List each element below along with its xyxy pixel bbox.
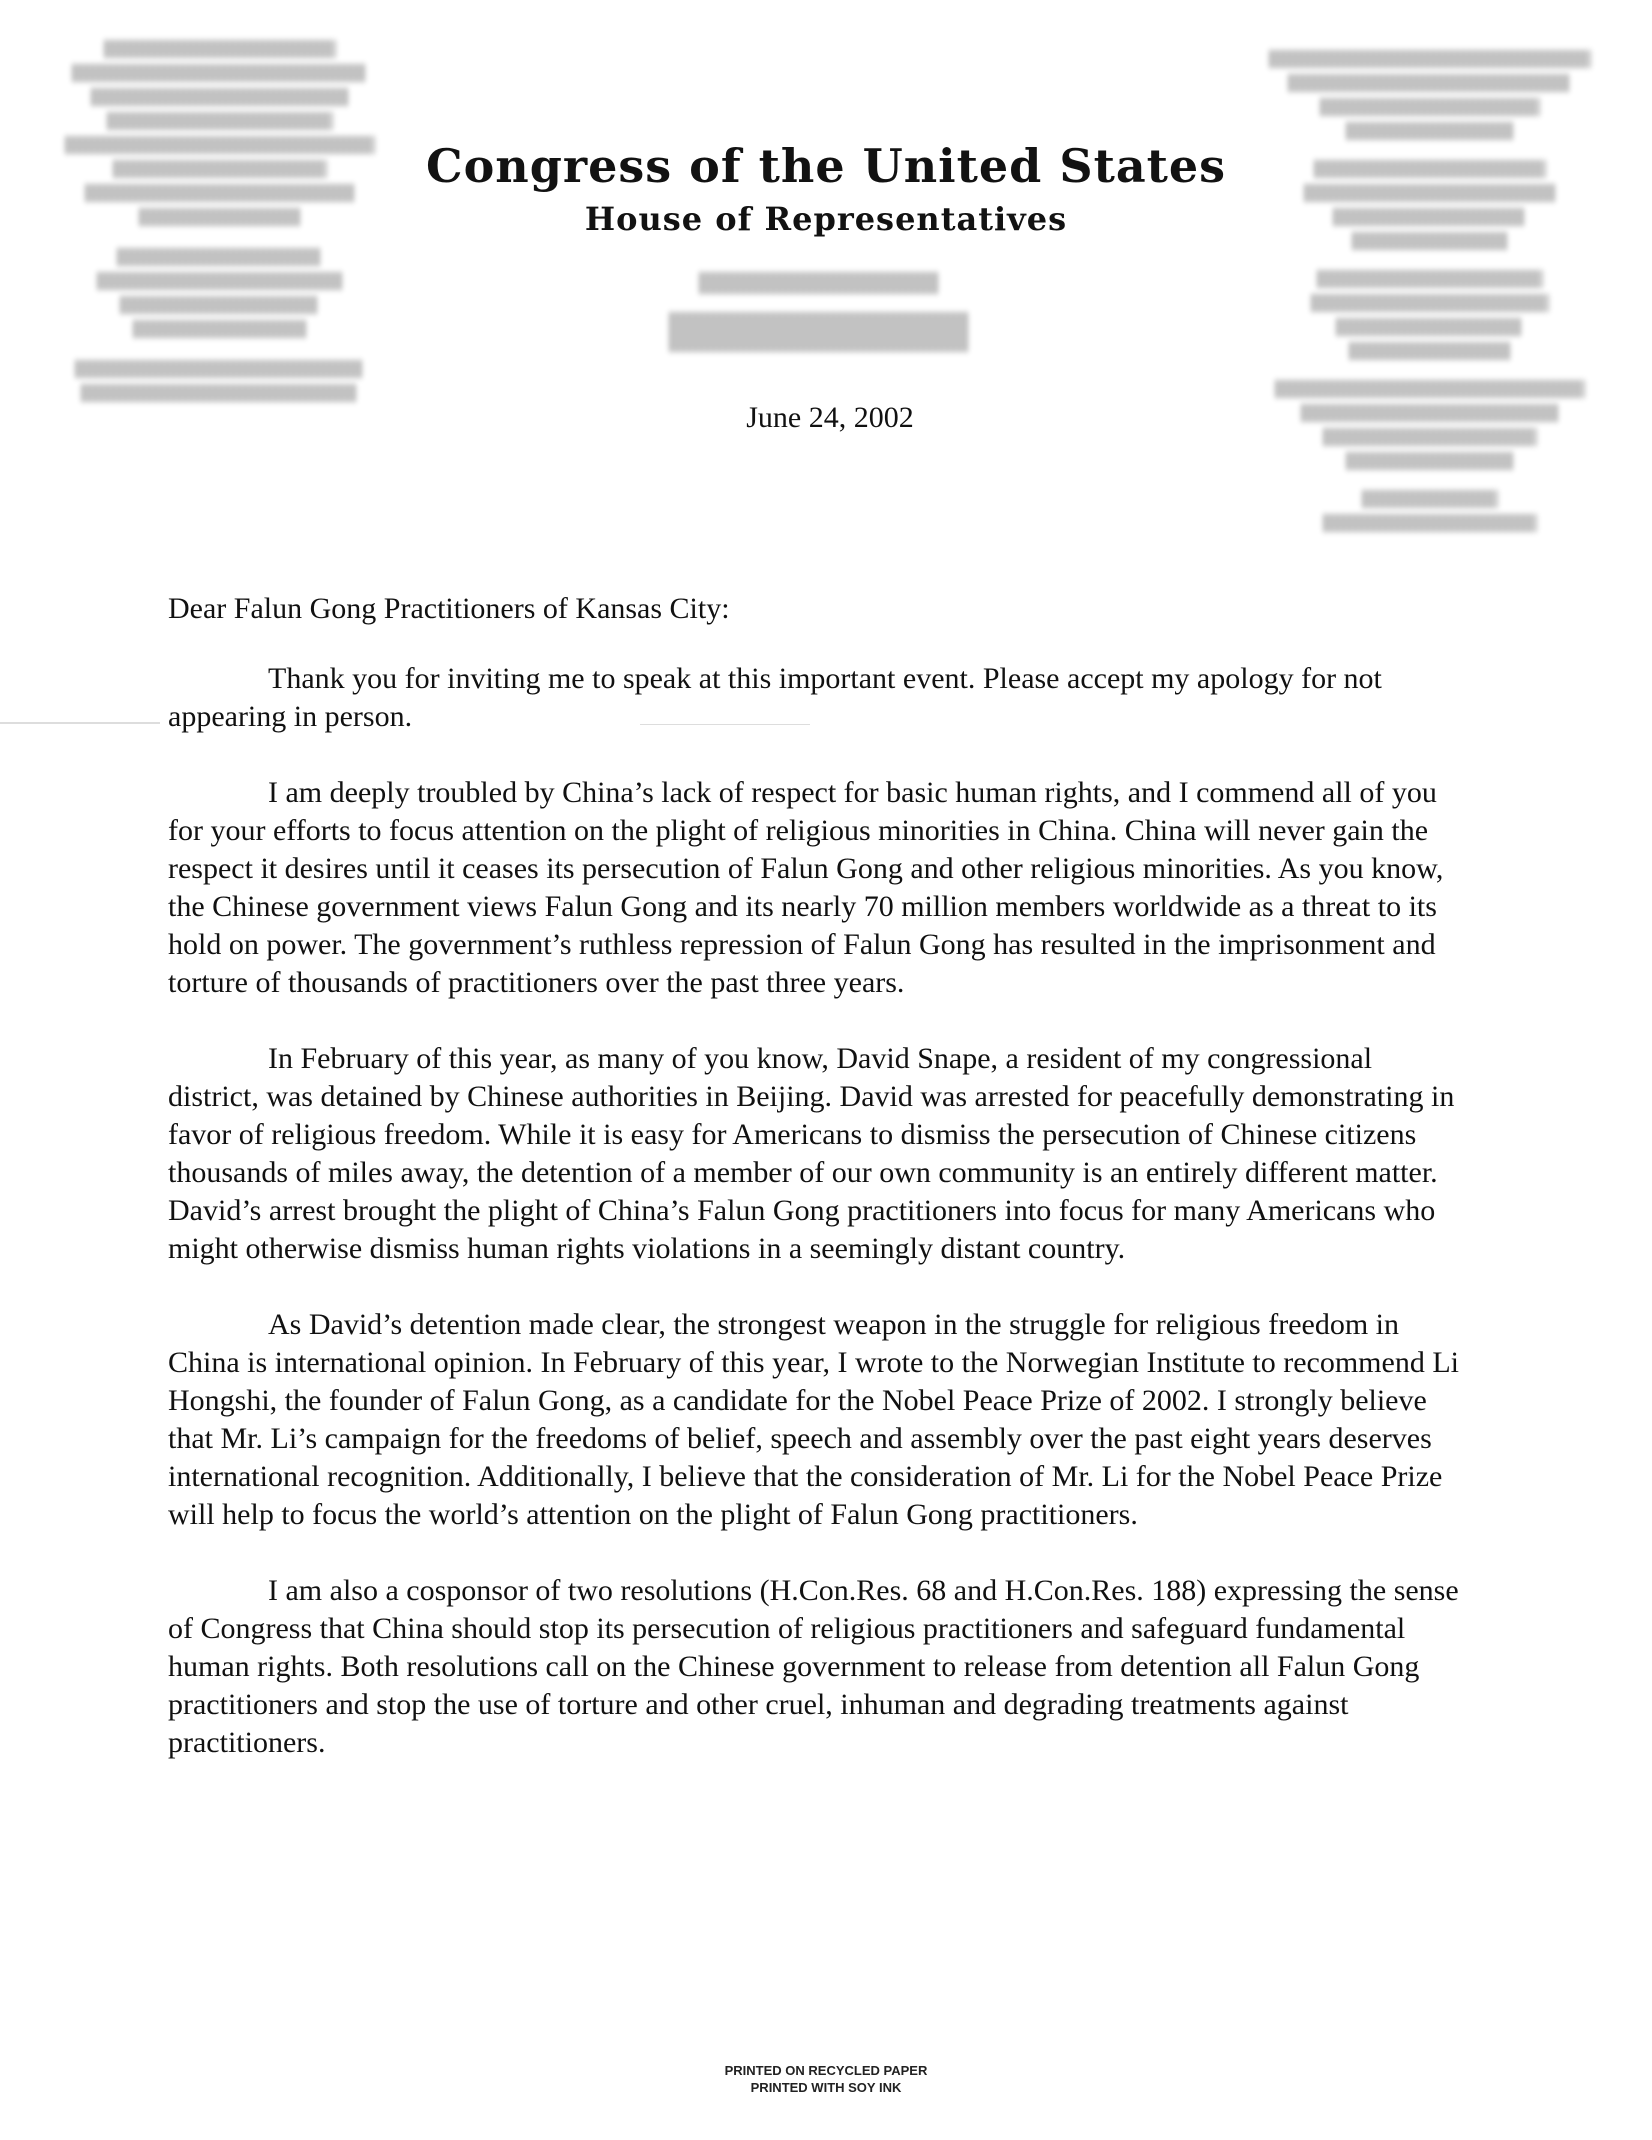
paragraph-3: In February of this year, as many of you know, David Snape, a resident of my congressional district, was detained by Chinese authorities in Beijing. David was arrested for peacefully demonstrating in favor of religious freedom. While it is easy for Americans to dismiss the persecution of Chinese citizens thousands of miles away, the detention of a member of our own community is an entirely different matter. David’s arrest brought the plight of China’s Falun Gong practitioners into focus for many Americans who might otherwise dismiss human rights violations in a seemingly distant country. <box>168 1042 1455 1265</box>
printing-note-line-1: PRINTED ON RECYCLED PAPER <box>724 2063 928 2078</box>
printing-note-line-2: PRINTED WITH SOY INK <box>750 2080 902 2095</box>
paragraph-2: I am deeply troubled by China’s lack of respect for basic human rights, and I commend all of you for your efforts to focus attention on the plight of religious minorities in China. China will never gain the respect it desires until it ceases its persecution of Falun Gong and other religious minorities. As you know, the Chinese government views Falun Gong and its nearly 70 million members worldwide as a threat to its hold on power. The government’s ruthless repression of Falun Gong has resulted in the imprisonment and torture of thousands of practitioners over the past three years. <box>168 776 1444 999</box>
salutation: Dear Falun Gong Practitioners of Kansas City: <box>168 592 730 625</box>
redacted-committee-list <box>60 40 380 408</box>
letter-body <box>168 590 1468 1800</box>
paragraph-1: Thank you for inviting me to speak at this important event. Please accept my apology for not appearing in person. <box>168 662 1382 733</box>
paragraph-5: I am also a cosponsor of two resolutions (H.Con.Res. 68 and H.Con.Res. 188) expressing the sense of Congress that China should stop its persecution of religious practitioners and safeguard fundamental human rights. Both resolutions call on the Chinese government to release from detention all Falun Gong practitioners and stop the use of torture and other cruel, inhuman and degrading treatments against practitioners. <box>168 1574 1459 1759</box>
redacted-district <box>670 312 970 358</box>
paragraph-4: As David’s detention made clear, the strongest weapon in the struggle for religious freedom in China is international opinion. In February of this year, I wrote to the Norwegian Institute to recommend Li Hongshi, the founder of Falun Gong, as a candidate for the Nobel Peace Prize of 2002. I strongly believe that Mr. Li’s campaign for the freedoms of belief, speech and assembly over the past eight years deserves international recognition. Additionally, I believe that the consideration of Mr. Li for the Nobel Peace Prize will help to focus the world’s attention on the plight of Falun Gong practitioners. <box>168 1308 1459 1531</box>
redacted-representative-name <box>700 272 940 300</box>
redacted-office-list <box>1270 50 1590 538</box>
letterhead-subtitle: House of Representatives <box>584 200 1068 238</box>
printing-note <box>626 2062 1026 2096</box>
scan-mark <box>640 724 810 725</box>
letterhead <box>400 136 1252 242</box>
letter-date: June 24, 2002 <box>746 401 914 434</box>
scan-mark <box>0 722 160 724</box>
letterhead-title: Congress of the United States <box>425 139 1227 193</box>
